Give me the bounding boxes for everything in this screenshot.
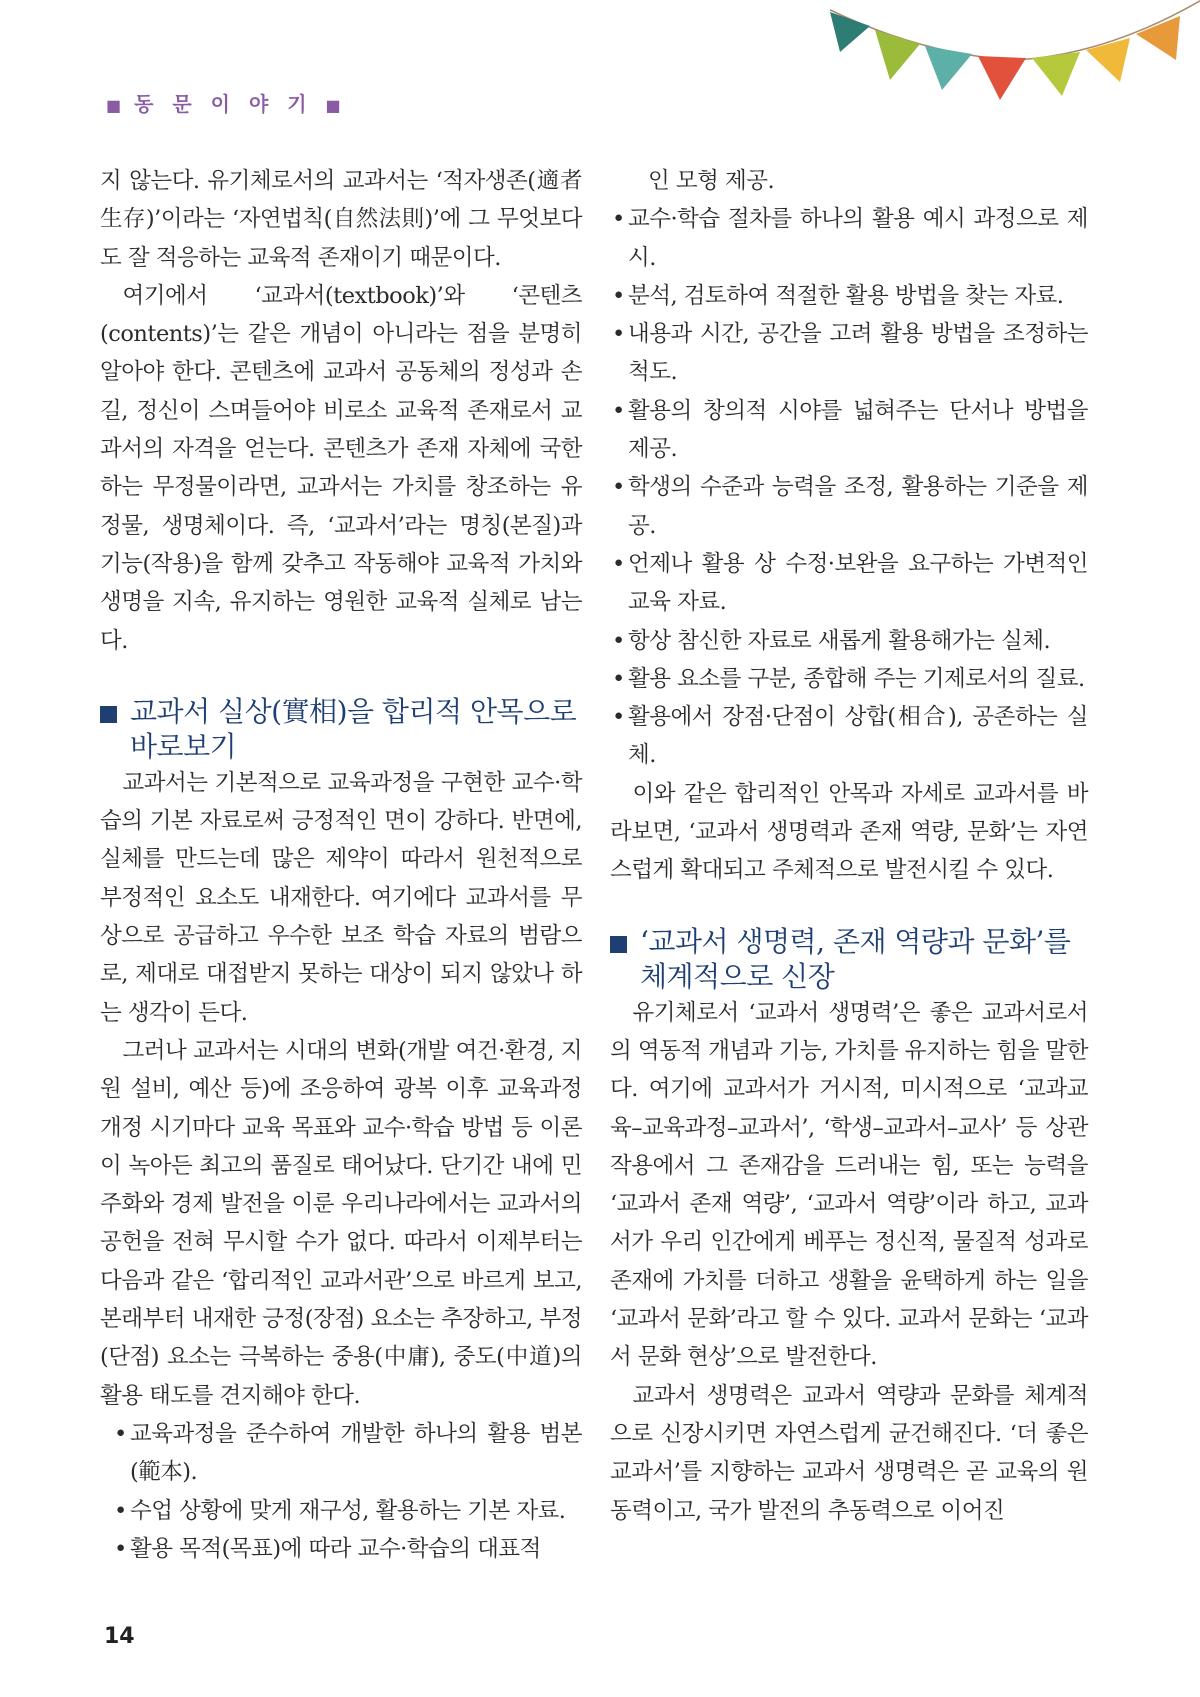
bullet-icon: •: [612, 321, 625, 348]
list-item: • 언제나 활용 상 수정·보완을 요구하는 가변적인 교육 자료.: [610, 545, 1088, 622]
bunting-flag: [1032, 52, 1080, 96]
list-item: • 수업 상황에 맞게 재구성, 활용하는 기본 자료.: [100, 1492, 582, 1530]
bunting-flag: [978, 56, 1026, 100]
page-number: 14: [104, 1624, 135, 1649]
list-item: • 활용에서 장점·단점이 상합(相合), 공존하는 실체.: [610, 698, 1088, 775]
left-paragraph-2: 여기에서 ‘교과서(textbook)’와 ‘콘텐츠(contents)’는 같은 개념이 아니라는 점을 분명히 알아야 한다. 콘텐츠에 교과서 공동체의 정성과 손길, 정신이 스며들어야 비로소 교육적 존재로서 교과서의 자격을 얻는다. 콘텐츠가 존재 자체에 국한하는 무정물이라면, 교과서는 가치를 창조하는 유정물, 생명체이다. 즉, ‘교과서’라는 명칭(본질)과 기능(작용)을 함께 갖추고 작동해야 교육적 가치와 생명을 지속, 유지하는 영원한 교육적 실체로 남는다.: [100, 282, 582, 654]
list-item: • 활용의 창의적 시야를 넓혀주는 단서나 방법을 제공.: [610, 392, 1088, 469]
left-paragraph-3: 교과서는 기본적으로 교육과정을 구현한 교수·학습의 기본 자료로써 긍정적인 면이 강하다. 반면에, 실체를 만드는데 많은 제약이 따라서 원천적으로 부정적인 요소도 내재한다. 여기에다 교과서를 무상으로 공급하고 우수한 보조 학습 자료의 범람으로, 제대로 대접받지 못하는 대상이 되지 않았나 하는 생각이 든다.: [100, 769, 582, 1026]
section-tag: [106, 88, 341, 117]
bunting-flag: [1086, 38, 1130, 82]
bunting-flag: [925, 46, 972, 90]
list-item: • 항상 참신한 자료로 새롭게 활용해가는 실체.: [610, 622, 1088, 660]
left-paragraph-1: 지 않는다. 유기체로서의 교과서는 ‘적자생존(適者生存)’이라는 ‘자연법칙(自然法則)’에 그 무엇보다도 잘 적응하는 교육적 존재이기 때문이다.: [100, 168, 582, 271]
bullet-icon: •: [612, 704, 625, 731]
bullet-icon: •: [612, 665, 625, 692]
list-item: • 학생의 수준과 능력을 조정, 활용하는 기준을 제공.: [610, 468, 1088, 545]
bullet-icon: •: [114, 1535, 127, 1562]
bullet-icon: •: [612, 627, 625, 654]
right-paragraph-1: 이와 같은 합리적인 안목과 자세로 교과서를 바라보면, ‘교과서 생명력과 존재 역량, 문화’는 자연스럽게 확대되고 주체적으로 발전시킬 수 있다.: [610, 780, 1088, 884]
bullet-icon: •: [612, 474, 625, 501]
bullet-icon: •: [114, 1420, 127, 1447]
tag-square-icon: ■: [106, 96, 122, 115]
bullet-icon: •: [612, 550, 625, 577]
left-paragraph-4: 그러나 교과서는 시대의 변화(개발 여건·환경, 지원 설비, 예산 등)에 조응하여 광복 이후 교육과정 개정 시기마다 교육 목표와 교수·학습 방법 등 이론이 녹아든 최고의 품질로 태어났다. 단기간 내에 민주화와 경제 발전을 이룬 우리나라에서는 교과서의 공헌을 전혀 무시할 수가 없다. 따라서 이제부터는 다음과 같은 ‘합리적인 교과서관’으로 바르게 보고, 본래부터 내재한 긍정(장점) 요소는 추장하고, 부정(단점) 요소는 극복하는 중용(中庸), 중도(中道)의 활용 태도를 견지해야 한다.: [100, 1037, 582, 1409]
list-item: • 활용 요소를 구분, 종합해 주는 기제로서의 질료.: [610, 660, 1088, 698]
bullet-icon: •: [612, 206, 625, 233]
right-continuation: 인 모형 제공.: [648, 168, 775, 194]
heading-square-icon: [100, 706, 117, 723]
bunting-flag: [875, 30, 920, 80]
section-heading-2: [610, 924, 1088, 994]
right-paragraph-2: 유기체로서 ‘교과서 생명력’은 좋은 교과서로서의 역동적 개념과 기능, 가치를 유지하는 힘을 말한다. 여기에 교과서가 거시적, 미시적으로 ‘교과교육–교육과정–교과서’, ‘학생–교과서–교사’ 등 상관 작용에서 그 존재감을 드러내는 힘, 또는 능력을 ‘교과서 존재 역량’, ‘교과서 역량’이라 하고, 교과서가 우리 인간에게 베푸는 정신적, 물질적 성과로 존재에 가치를 더하고 생활을 윤택하게 하는 일을 ‘교과서 문화’라고 할 수 있다. 교과서 문화는 ‘교과서 문화 현상’으로 발전한다.: [610, 999, 1088, 1371]
list-item: • 내용과 시간, 공간을 고려 활용 방법을 조정하는 척도.: [610, 315, 1088, 392]
bullet-icon: •: [612, 397, 625, 424]
left-bullet-list: [100, 1415, 582, 1568]
left-column: [100, 162, 582, 1568]
section-heading-1: [100, 694, 582, 764]
list-item: • 활용 목적(목표)에 따라 교수·학습의 대표적: [100, 1530, 582, 1568]
bunting-garland: [830, 0, 1200, 110]
tag-square-icon: ■: [325, 96, 341, 115]
right-column: [610, 162, 1088, 1530]
right-paragraph-3: 교과서 생명력은 교과서 역량과 문화를 체계적으로 신장시키면 자연스럽게 균건해진다. ‘더 좋은 교과서’를 지향하는 교과서 생명력은 곧 교육의 원동력이고, 국가 발전의 추동력으로 이어진: [610, 1382, 1088, 1524]
section-heading-1-text: 교과서 실상(實相)을 합리적 안목으로 바로보기: [130, 694, 577, 763]
list-item: • 분석, 검토하여 적절한 활용 방법을 찾는 자료.: [610, 277, 1088, 315]
bunting-flag: [830, 12, 870, 52]
heading-square-icon: [610, 936, 627, 953]
list-item: • 교육과정을 준수하여 개발한 하나의 활용 범본(範本).: [100, 1415, 582, 1492]
bullet-icon: •: [114, 1497, 127, 1524]
bullet-icon: •: [612, 282, 625, 309]
list-item: • 교수·학습 절차를 하나의 활용 예시 과정으로 제시.: [610, 200, 1088, 277]
right-bullet-list: [610, 200, 1088, 774]
section-heading-2-text: ‘교과서 생명력, 존재 역량과 문화’를 체계적으로 신장: [640, 924, 1071, 993]
section-tag-label: 동 문 이 야 기: [134, 92, 313, 116]
